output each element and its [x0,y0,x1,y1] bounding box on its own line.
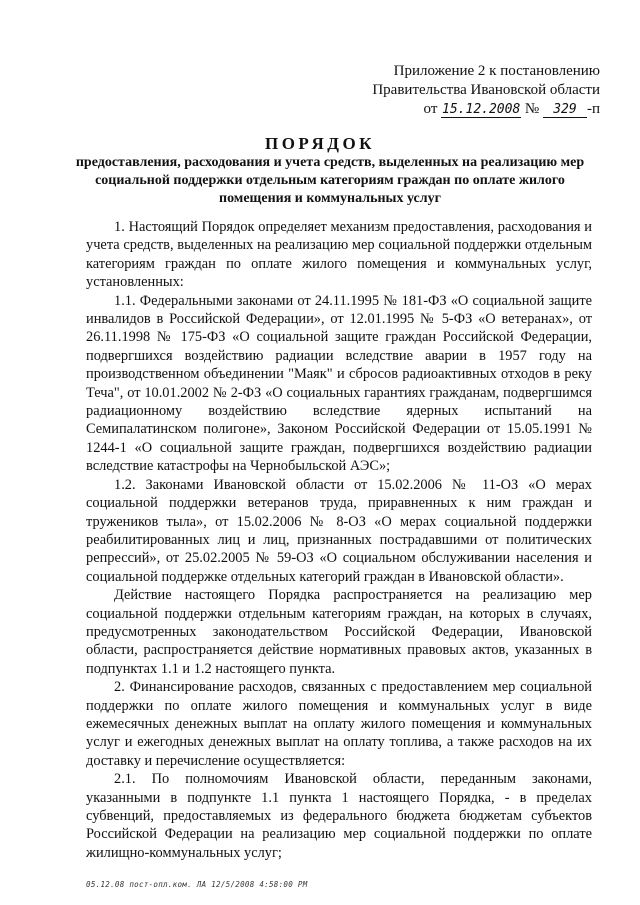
document-subtitle: предоставления, расходования и учета средств, выделенных на реализацию мер социальной поддержки отдельным категориям граждан по оплате жилого помещения и коммунальных услуг [75,155,585,206]
appendix-ot: от [423,101,438,117]
appendix-line-1: Приложение 2 к постановлению [393,63,600,79]
appendix-number-sign: № [524,101,540,117]
paragraph-2-1: 2.1. По полномочиям Ивановской области, переданным законами, указанными в подпункте 1.1 пункта 1 настоящего Порядка, - в пределах субвенций, предоставляемых из федерального бюджета бюджетам субъектов Российской Федерации на реализацию мер социальной поддержки по оплате жилищно-коммунальных услуг; [86,771,592,861]
appendix-line-3 [372,100,600,119]
paragraph-1: 1. Настоящий Порядок определяет механизм предоставления, расходования и учета средств, выделенных на реализацию мер социальной поддержки отдельным категориям граждан по оплате жилого помещения и коммунальных услуг, установленных: [86,219,592,291]
document-title: ПОРЯДОК [264,134,375,153]
document-body [86,218,592,862]
appendix-number: 329 [543,103,587,118]
appendix-suffix: -п [586,101,600,117]
appendix-header [372,62,600,119]
paragraph-scope: Действие настоящего Порядка распространяется на реализацию мер социальной поддержки отдельным категориям граждан, на которых в случаях, предусмотренных законодательством Российской Федерации, Ивановской области, распространяется действие нормативных правовых актов, указанных в подпунктах 1.1 и 1.2 настоящего пункта. [86,587,592,677]
paragraph-1-2: 1.2. Законами Ивановской области от 15.02.2006 № 11-ОЗ «О мерах социальной поддержки ветеранов труда, приравненных к ним граждан и тружеников тыла», от 15.02.2006 № 8-ОЗ «О мерах социальной поддержки реабилитированных лиц и лиц, признанных пострадавшими от политических репрессий», от 25.02.2005 № 59-ОЗ «О социальном обслуживании населения и социальной поддержке отдельных категорий граждан в Ивановской области». [86,476,592,585]
file-footer: 05.12.08 пост-опл.ком. ЛА 12/5/2008 4:58:00 PM [86,880,308,889]
paragraph-2: 2. Финансирование расходов, связанных с предоставлением мер социальной поддержки по оплате жилого помещения и коммунальных услуг в виде ежемесячных денежных выплат на оплату жилого помещения и коммунальных услуг и ежегодных денежных выплат на оплату топлива, а также расходов на их доставку и перечисление осуществляется: [86,679,592,769]
paragraph-1-1: 1.1. Федеральными законами от 24.11.1995 № 181-ФЗ «О социальной защите инвалидов в Российской Федерации», от 12.01.1995 № 5-ФЗ «О ветеранах», от 26.11.1998 № 175-ФЗ «О социальной защите граждан Российской Федерации, подвергшихся воздействию радиации вследствие аварии в 1957 году на производственном объединении "Маяк" и сбросов радиоактивных отходов в реку Теча", от 10.01.2002 № 2-ФЗ «О социальных гарантиях гражданам, подвергшимся радиационному воздействию вследствие ядерных испытаний на Семипалатинском полигоне», Законом Российской Федерации от 15.05.1991 № 1244-1 «О социальной защите граждан, подвергшихся воздействию радиации вследствие катастрофы на Чернобыльской АЭС»; [86,292,592,475]
appendix-line-2: Правительства Ивановской области [372,82,600,98]
appendix-date: 15.12.2008 [442,102,521,117]
